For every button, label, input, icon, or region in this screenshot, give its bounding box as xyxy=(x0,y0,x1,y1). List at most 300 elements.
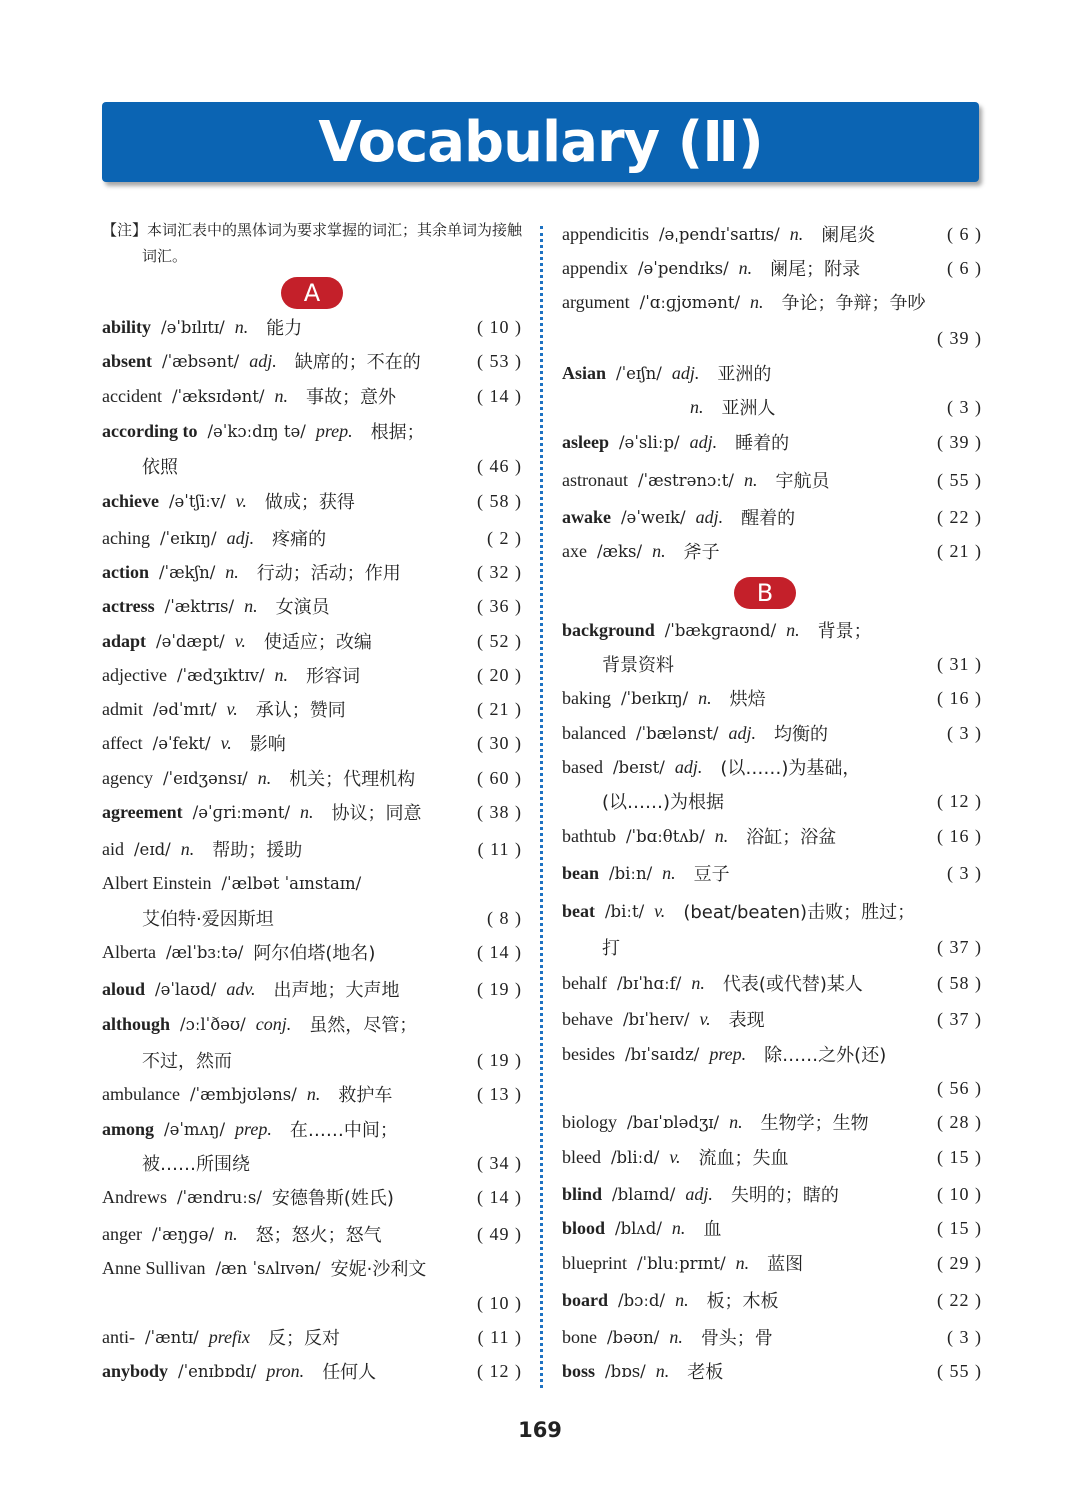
entry-row xyxy=(102,660,522,690)
entry-word: anybody xyxy=(102,1360,169,1381)
entry-word: actress xyxy=(102,595,155,616)
entry-row xyxy=(102,1079,522,1109)
entry-phonetic: /ˈbælənst/ xyxy=(635,723,719,743)
entry-meaning: 使适应；改编 xyxy=(263,632,372,653)
entry-pos: n. xyxy=(786,619,800,640)
entry-pos: n. xyxy=(738,257,753,278)
entry-unit-ref: ( 11 ) xyxy=(477,1326,522,1347)
entry-meaning-continued: (以……)为根据 xyxy=(602,792,725,813)
entry-word: bleed xyxy=(562,1146,601,1167)
entry-phonetic: /baɪˈɒlədʒɪ/ xyxy=(627,1112,720,1132)
entry-row xyxy=(102,974,522,1004)
entry-unit-ref: ( 21 ) xyxy=(937,540,982,561)
entry-phonetic: /əˈlaʊd/ xyxy=(155,979,217,999)
entry-phonetic: /əˈdæpt/ xyxy=(156,631,225,651)
entry-meaning: 流血；失血 xyxy=(698,1148,789,1169)
entry-row xyxy=(562,502,982,532)
entry-pos: n. xyxy=(690,396,704,417)
entry-row xyxy=(102,1148,522,1178)
entry-phonetic: /bɒs/ xyxy=(605,1361,646,1381)
entry-pos: prep. xyxy=(235,1118,272,1139)
entry-unit-ref: ( 11 ) xyxy=(477,838,522,859)
entry-row xyxy=(562,821,982,851)
entry-meaning: 协议；同意 xyxy=(331,803,422,824)
entry-phonetic: /ˈændruːs/ xyxy=(177,1187,262,1207)
entry-unit-ref: ( 3 ) xyxy=(947,722,982,743)
entry-unit-ref: ( 58 ) xyxy=(477,490,522,511)
entry-word: accident xyxy=(102,385,162,406)
entry-meaning: 板；木板 xyxy=(706,1291,779,1312)
entry-phonetic: /ˈæksɪdənt/ xyxy=(171,386,265,406)
entry-unit-ref: ( 46 ) xyxy=(477,455,522,476)
entry-phonetic: /ˈæbsənt/ xyxy=(162,351,240,371)
entry-unit-ref: ( 16 ) xyxy=(937,687,982,708)
entry-row xyxy=(562,615,982,645)
entry-pos: n. xyxy=(675,1289,689,1310)
entry-unit-ref: ( 10 ) xyxy=(477,1292,522,1313)
entry-unit-ref: ( 14 ) xyxy=(477,941,522,962)
entry-pos: adv. xyxy=(226,978,256,999)
entry-unit-ref: ( 39 ) xyxy=(937,327,982,348)
entry-phonetic: /əˈkɔːdɪŋ tə/ xyxy=(207,421,306,441)
entry-row xyxy=(102,1009,522,1039)
entry-meaning: 影响 xyxy=(249,734,286,755)
note-line-1: 【注】本词汇表中的黑体词为要求掌握的词汇；其余单词为接触 xyxy=(102,223,523,239)
entry-phonetic: /bəʊn/ xyxy=(607,1327,660,1347)
entry-phonetic: /ælˈbɜːtə/ xyxy=(165,942,244,962)
entry-row xyxy=(102,523,522,553)
entry-word: based xyxy=(562,756,603,777)
entry-phonetic: /bɪˈheɪv/ xyxy=(622,1009,690,1029)
entry-row xyxy=(562,786,982,816)
entry-unit-ref: ( 3 ) xyxy=(947,396,982,417)
entry-pos: v. xyxy=(220,732,232,753)
entry-unit-ref: ( 56 ) xyxy=(937,1077,982,1098)
entry-meaning: 疼痛的 xyxy=(272,529,327,550)
entry-phonetic: /əˈmʌŋ/ xyxy=(164,1119,226,1139)
entry-unit-ref: ( 21 ) xyxy=(477,698,522,719)
entry-meaning: 老板 xyxy=(687,1362,724,1383)
entry-word: axe xyxy=(562,540,587,561)
entry-meaning: 斧子 xyxy=(683,542,720,563)
entry-phonetic: /bɔːd/ xyxy=(618,1290,666,1310)
entry-meaning: 怒；怒火；怒气 xyxy=(255,1225,382,1246)
entry-row xyxy=(102,591,522,621)
entry-pos: v. xyxy=(654,900,666,921)
entry-phonetic: /blaɪnd/ xyxy=(612,1184,676,1204)
entry-row xyxy=(562,1142,982,1172)
entry-word: aid xyxy=(102,838,124,859)
entry-phonetic: /ˈenɪbɒdɪ/ xyxy=(178,1361,257,1381)
entry-row xyxy=(562,1356,982,1386)
entry-unit-ref: ( 10 ) xyxy=(937,1183,982,1204)
entry-word: Alberta xyxy=(102,941,156,962)
entry-row xyxy=(102,557,522,587)
entry-unit-ref: ( 49 ) xyxy=(477,1223,522,1244)
entry-phonetic: /ˈbluːprɪnt/ xyxy=(637,1253,726,1273)
entry-phonetic: /bɪˈhɑːf/ xyxy=(616,973,682,993)
entry-row xyxy=(562,752,982,782)
entry-phonetic: /æn ˈsʌlɪvən/ xyxy=(215,1258,321,1278)
entry-meaning: 事故；意外 xyxy=(305,387,396,408)
entry-unit-ref: ( 19 ) xyxy=(477,978,522,999)
entry-pos: v. xyxy=(226,698,238,719)
entry-word: agreement xyxy=(102,801,183,822)
entry-unit-ref: ( 36 ) xyxy=(477,595,522,616)
entry-word: baking xyxy=(562,687,611,708)
entry-phonetic: /blʌd/ xyxy=(615,1218,662,1238)
entry-pos: n. xyxy=(743,469,758,490)
column-divider xyxy=(540,226,543,1388)
entry-word: absent xyxy=(102,350,153,371)
entry-word: blind xyxy=(562,1183,603,1204)
entry-pos: n. xyxy=(655,1360,670,1381)
entry-unit-ref: ( 58 ) xyxy=(937,972,982,993)
entry-meaning: 除……之外(还) xyxy=(764,1045,887,1066)
entry-row xyxy=(562,1073,982,1103)
entry-row xyxy=(102,834,522,864)
entry-unit-ref: ( 6 ) xyxy=(947,257,982,278)
entry-phonetic: /əˈfekt/ xyxy=(152,733,211,753)
entry-phonetic: /ˈeɪdʒənsɪ/ xyxy=(162,768,248,788)
entry-meaning: 骨头；骨 xyxy=(700,1328,773,1349)
entry-unit-ref: ( 38 ) xyxy=(477,801,522,822)
entry-pos: n. xyxy=(300,801,314,822)
entry-word: blood xyxy=(562,1217,606,1238)
entry-meaning: (以……)为基础， xyxy=(720,758,861,779)
entry-word: among xyxy=(102,1118,155,1139)
entry-meaning: 在……中间； xyxy=(289,1120,398,1141)
entry-row xyxy=(562,358,982,388)
entry-row xyxy=(562,219,982,249)
entry-pos: adj. xyxy=(226,527,255,548)
entry-row xyxy=(102,763,522,793)
entry-unit-ref: ( 34 ) xyxy=(477,1152,522,1173)
entry-unit-ref: ( 22 ) xyxy=(937,506,982,527)
entry-row xyxy=(562,1107,982,1137)
entry-meaning-continued: 打 xyxy=(602,938,620,959)
entry-word: aching xyxy=(102,527,150,548)
entry-word: balanced xyxy=(562,722,626,743)
entry-pos: n. xyxy=(789,223,804,244)
entry-phonetic: /ˈædʒɪktɪv/ xyxy=(176,665,265,685)
entry-word: behave xyxy=(562,1008,613,1029)
entry-pos: v. xyxy=(669,1146,681,1167)
section-a-badge: A xyxy=(281,277,343,309)
entry-unit-ref: ( 39 ) xyxy=(937,431,982,452)
entry-meaning: 做成；获得 xyxy=(264,492,355,513)
entry-meaning-continued: 被……所围绕 xyxy=(142,1154,250,1175)
entry-pos: adj. xyxy=(249,350,277,371)
entry-word: Andrews xyxy=(102,1186,167,1207)
entry-unit-ref: ( 3 ) xyxy=(947,1326,982,1347)
entry-word: action xyxy=(102,561,149,582)
entry-word: appendicitis xyxy=(562,223,649,244)
entry-phonetic: /æks/ xyxy=(596,541,643,561)
entry-row xyxy=(562,896,982,926)
entry-row xyxy=(102,1219,522,1249)
entry-row xyxy=(562,1004,982,1034)
entry-unit-ref: ( 3 ) xyxy=(947,862,982,883)
entry-row xyxy=(102,1114,522,1144)
entry-word: beat xyxy=(562,900,595,921)
entry-pos: n. xyxy=(244,595,258,616)
entry-pos: n. xyxy=(735,1252,750,1273)
entry-pos: n. xyxy=(671,1217,686,1238)
entry-meaning: 豆子 xyxy=(693,864,730,885)
entry-meaning: 安德鲁斯(姓氏) xyxy=(271,1188,394,1209)
entry-row xyxy=(562,968,982,998)
entry-phonetic: /ədˈmɪt/ xyxy=(153,699,217,719)
entry-pos: n. xyxy=(180,838,195,859)
entry-row xyxy=(562,253,982,283)
entry-row xyxy=(102,626,522,656)
entry-word: agency xyxy=(102,767,153,788)
entry-pos: n. xyxy=(274,385,288,406)
entry-meaning: 缺席的；不在的 xyxy=(294,352,421,373)
entry-meaning: 阑尾；附录 xyxy=(770,259,861,280)
entry-row xyxy=(562,649,982,679)
entry-phonetic: /bɪˈsaɪdz/ xyxy=(625,1044,700,1064)
entry-meaning: 表现 xyxy=(728,1010,765,1031)
entry-row xyxy=(102,451,522,481)
entry-pos: n. xyxy=(729,1111,743,1132)
entry-unit-ref: ( 16 ) xyxy=(937,825,982,846)
entry-row xyxy=(562,392,982,422)
entry-pos: n. xyxy=(698,687,712,708)
entry-meaning: (beat/beaten)击败；胜过； xyxy=(683,902,916,923)
entry-phonetic: /ˈælbət ˈaɪnstaɪn/ xyxy=(221,873,362,893)
entry-meaning: 安妮·沙利文 xyxy=(330,1259,427,1280)
entry-unit-ref: ( 22 ) xyxy=(937,1289,982,1310)
entry-meaning: 宇航员 xyxy=(775,471,830,492)
entry-word: boss xyxy=(562,1360,596,1381)
entry-meaning-continued: 亚洲人 xyxy=(721,398,776,419)
entry-row xyxy=(102,1356,522,1386)
entry-meaning-continued: 不过，然而 xyxy=(142,1051,232,1072)
entry-row xyxy=(102,486,522,516)
entry-phonetic: /ˈbeɪkɪŋ/ xyxy=(621,688,689,708)
entry-phonetic: /ˈæktrɪs/ xyxy=(164,596,235,616)
entry-pos: n. xyxy=(691,972,705,993)
entry-meaning: 生物学；生物 xyxy=(760,1113,869,1134)
entry-word: although xyxy=(102,1013,171,1034)
entry-word: aloud xyxy=(102,978,146,999)
entry-row xyxy=(562,718,982,748)
entry-word: anger xyxy=(102,1223,142,1244)
entry-row xyxy=(102,381,522,411)
entry-unit-ref: ( 19 ) xyxy=(477,1049,522,1070)
entry-meaning: 均衡的 xyxy=(773,724,828,745)
entry-unit-ref: ( 13 ) xyxy=(477,1083,522,1104)
entry-unit-ref: ( 12 ) xyxy=(937,790,982,811)
entry-meaning: 行动；活动；作用 xyxy=(256,563,401,584)
entry-unit-ref: ( 12 ) xyxy=(477,1360,522,1381)
entry-unit-ref: ( 15 ) xyxy=(937,1217,982,1238)
entry-pos: adj. xyxy=(728,722,756,743)
entry-phonetic: /bliːd/ xyxy=(610,1147,660,1167)
entry-pos: adj. xyxy=(671,362,700,383)
entry-row xyxy=(102,937,522,967)
entry-phonetic: /ˈækʃn/ xyxy=(159,562,216,582)
entry-unit-ref: ( 29 ) xyxy=(937,1252,982,1273)
entry-row xyxy=(102,728,522,758)
entry-unit-ref: ( 37 ) xyxy=(937,1008,982,1029)
entry-meaning: 烘焙 xyxy=(729,689,766,710)
entry-word: anti- xyxy=(102,1326,135,1347)
entry-pos: pron. xyxy=(266,1360,305,1381)
entry-word: ability xyxy=(102,316,152,337)
entry-phonetic: /əˈɡriːmənt/ xyxy=(192,802,291,822)
entry-unit-ref: ( 2 ) xyxy=(487,527,522,548)
entry-row xyxy=(562,683,982,713)
entry-unit-ref: ( 37 ) xyxy=(937,936,982,957)
entry-row xyxy=(102,1288,522,1318)
entry-pos: n. xyxy=(714,825,729,846)
entry-word: according to xyxy=(102,420,198,441)
entry-unit-ref: ( 55 ) xyxy=(937,469,982,490)
entry-row xyxy=(562,932,982,962)
entry-word: Anne Sullivan xyxy=(102,1257,206,1278)
entry-phonetic: /ˈeɪkɪŋ/ xyxy=(159,528,217,548)
entry-word: asleep xyxy=(562,431,609,452)
page-title: Vocabulary (Ⅱ) xyxy=(318,109,763,175)
entry-unit-ref: ( 14 ) xyxy=(477,385,522,406)
entry-pos: conj. xyxy=(255,1013,292,1034)
entry-row xyxy=(102,1182,522,1212)
entry-meaning: 浴缸；浴盆 xyxy=(746,827,837,848)
entry-row xyxy=(102,694,522,724)
entry-word: affect xyxy=(102,732,143,753)
entry-pos: adj. xyxy=(689,431,718,452)
entry-row xyxy=(562,1179,982,1209)
entry-phonetic: /beɪst/ xyxy=(612,757,665,777)
entry-row xyxy=(102,346,522,376)
entry-phonetic: /əˌpendɪˈsaɪtɪs/ xyxy=(658,224,780,244)
entry-row xyxy=(562,1248,982,1278)
entry-row xyxy=(102,1253,522,1283)
entry-pos: n. xyxy=(652,540,666,561)
entry-meaning: 背景； xyxy=(817,621,872,642)
entry-pos: prep. xyxy=(315,420,353,441)
entry-pos: n. xyxy=(234,316,249,337)
entry-word: achieve xyxy=(102,490,159,511)
entry-word: astronaut xyxy=(562,469,628,490)
entry-unit-ref: ( 60 ) xyxy=(477,767,522,788)
entry-row xyxy=(102,903,522,933)
entry-unit-ref: ( 28 ) xyxy=(937,1111,982,1132)
entry-pos: n. xyxy=(225,561,239,582)
entry-meaning: 救护车 xyxy=(338,1085,393,1106)
entry-row xyxy=(102,312,522,342)
entry-unit-ref: ( 6 ) xyxy=(947,223,982,244)
entry-pos: n. xyxy=(224,1223,238,1244)
entry-unit-ref: ( 55 ) xyxy=(937,1360,982,1381)
entry-unit-ref: ( 32 ) xyxy=(477,561,522,582)
entry-meaning: 根据； xyxy=(370,422,425,443)
entry-row xyxy=(562,287,982,317)
entry-meaning: 承认；赞同 xyxy=(255,700,346,721)
entry-meaning: 任何人 xyxy=(322,1362,377,1383)
entry-row xyxy=(102,1045,522,1075)
entry-meaning: 能力 xyxy=(266,318,303,339)
entry-phonetic: /ˈbɑːθtʌb/ xyxy=(626,826,705,846)
entry-word: behalf xyxy=(562,972,607,993)
entry-word: adapt xyxy=(102,630,147,651)
entry-phonetic: /əˈpendɪks/ xyxy=(637,258,729,278)
entry-row xyxy=(102,416,522,446)
entry-unit-ref: ( 20 ) xyxy=(477,664,522,685)
entry-word: bathtub xyxy=(562,825,616,846)
entry-word: besides xyxy=(562,1043,615,1064)
entry-phonetic: /əˈweɪk/ xyxy=(621,507,686,527)
entry-meaning: 亚洲的 xyxy=(717,364,772,385)
entry-meaning: 争论；争辩；争吵 xyxy=(781,293,926,314)
entry-pos: adj. xyxy=(695,506,724,527)
section-b-badge: B xyxy=(734,577,796,609)
entry-meaning: 失明的；瞎的 xyxy=(730,1185,839,1206)
entry-phonetic: /ˈæstrənɔːt/ xyxy=(637,470,734,490)
entry-meaning: 血 xyxy=(703,1219,722,1240)
entry-pos: n. xyxy=(257,767,272,788)
entry-unit-ref: ( 53 ) xyxy=(477,350,522,371)
entry-word: biology xyxy=(562,1111,618,1132)
entry-pos: n. xyxy=(662,862,676,883)
entry-meaning: 阿尔伯塔(地名) xyxy=(253,943,376,964)
entry-meaning: 阑尾炎 xyxy=(821,225,876,246)
entry-unit-ref: ( 52 ) xyxy=(477,630,522,651)
entry-meaning: 代表(或代替)某人 xyxy=(722,974,863,995)
entry-row xyxy=(562,1213,982,1243)
entry-word: argument xyxy=(562,291,630,312)
entry-phonetic: /əˈbɪlɪtɪ/ xyxy=(161,317,225,337)
entry-phonetic: /biːn/ xyxy=(609,863,653,883)
title-banner xyxy=(102,102,979,182)
entry-pos: n. xyxy=(750,291,764,312)
entry-word: ambulance xyxy=(102,1083,180,1104)
entry-meaning: 形容词 xyxy=(306,666,361,687)
entry-meaning: 醒着的 xyxy=(741,508,796,529)
entry-row xyxy=(102,1322,522,1352)
entry-meaning-continued: 艾伯特·爱因斯坦 xyxy=(142,909,274,930)
entry-phonetic: /biːt/ xyxy=(605,901,645,921)
entry-word: background xyxy=(562,619,655,640)
entry-row xyxy=(562,427,982,457)
entry-word: Albert Einstein xyxy=(102,872,212,893)
entry-row xyxy=(562,323,982,353)
entry-word: bone xyxy=(562,1326,597,1347)
entry-meaning: 反；反对 xyxy=(268,1328,341,1349)
note xyxy=(102,218,522,270)
page-number: 169 xyxy=(518,1418,562,1442)
entry-word: Asian xyxy=(562,362,607,383)
entry-phonetic: /ɔːlˈðəʊ/ xyxy=(180,1014,246,1034)
entry-phonetic: /ˈæntɪ/ xyxy=(145,1327,199,1347)
entry-meaning: 蓝图 xyxy=(767,1254,804,1275)
entry-row xyxy=(562,858,982,888)
entry-pos: v. xyxy=(699,1008,711,1029)
entry-word: awake xyxy=(562,506,611,527)
entry-row xyxy=(562,465,982,495)
entry-row xyxy=(562,1322,982,1352)
entry-meaning: 虽然，尽管； xyxy=(309,1015,418,1036)
entry-phonetic: /ˈeɪʃn/ xyxy=(616,363,662,383)
entry-word: bean xyxy=(562,862,600,883)
entry-unit-ref: ( 30 ) xyxy=(477,732,522,753)
entry-word: adjective xyxy=(102,664,167,685)
entry-row xyxy=(562,536,982,566)
entry-phonetic: /əˈtʃiːv/ xyxy=(168,491,226,511)
